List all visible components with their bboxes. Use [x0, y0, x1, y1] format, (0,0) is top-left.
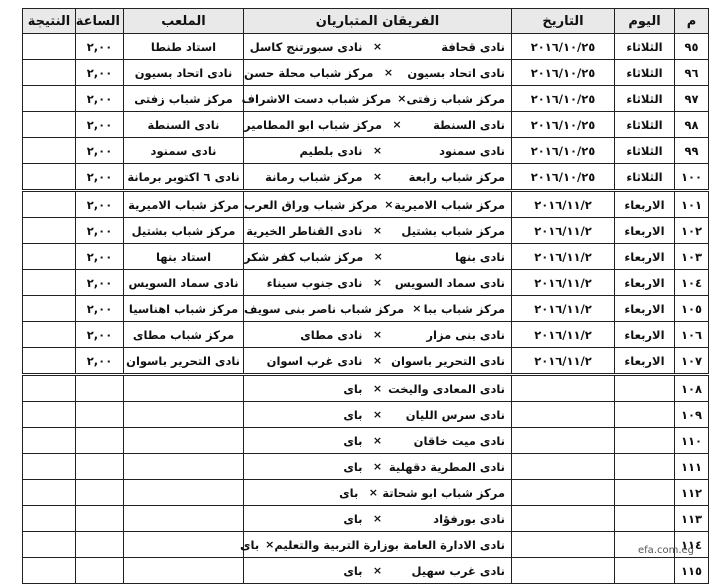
match-number: ١١٢: [675, 480, 709, 506]
away-team: مركز شباب ناصر بنى سويف: [244, 301, 405, 316]
match-day: الثلاثاء: [615, 112, 675, 138]
match-time: [76, 454, 124, 480]
versus-sign: ×: [372, 382, 383, 395]
home-team: نادى اتحاد بسيون: [407, 65, 505, 80]
table-row: [23, 532, 709, 558]
away-team: نادى بلطيم: [299, 143, 363, 158]
away-team: نادى مطاى: [300, 327, 363, 342]
home-team: نادى بنى مزار: [426, 327, 505, 342]
match-result: [23, 428, 76, 454]
match-day: الثلاثاء: [615, 86, 675, 112]
away-team: مركز شباب رمانة: [265, 169, 363, 184]
match-teams: [244, 270, 512, 296]
match-venue: نادى سماد السويس: [124, 270, 244, 296]
match-day: [615, 558, 675, 584]
match-time: [76, 558, 124, 584]
match-venue: [124, 532, 244, 558]
header-row: [23, 9, 709, 34]
home-team: نادى بورفؤاد: [433, 511, 505, 526]
header-date: التاريخ: [512, 9, 615, 34]
table-row: [23, 138, 709, 164]
match-date: ٢٠١٦/١٠/٢٥: [512, 138, 615, 164]
match-time: ٢,٠٠: [76, 138, 124, 164]
table-row: [23, 506, 709, 532]
versus-sign: ×: [372, 224, 383, 237]
match-number: ٩٥: [675, 34, 709, 60]
match-number: ١٠٨: [675, 375, 709, 402]
match-day: الثلاثاء: [615, 164, 675, 191]
home-team: نادى سمنود: [439, 143, 505, 158]
match-date: ٢٠١٦/١٠/٢٥: [512, 60, 615, 86]
match-venue: مركز شباب زفتى: [124, 86, 244, 112]
match-number: ٩٨: [675, 112, 709, 138]
match-time: [76, 532, 124, 558]
versus-sign: ×: [372, 144, 383, 157]
versus-sign: ×: [372, 408, 383, 421]
match-result: [23, 60, 76, 86]
home-team: نادى ميت خاقان: [413, 433, 505, 448]
match-number: ١٠١: [675, 191, 709, 218]
match-teams: [244, 60, 512, 86]
match-teams: [244, 454, 512, 480]
match-day: [615, 428, 675, 454]
versus-sign: ×: [372, 460, 383, 473]
match-result: [23, 191, 76, 218]
match-number: ١١٤: [675, 532, 709, 558]
match-teams: [244, 348, 512, 375]
table-row: [23, 244, 709, 270]
match-time: ٢,٠٠: [76, 270, 124, 296]
away-team: نادى القناطر الخيرية: [246, 223, 363, 238]
match-time: [76, 428, 124, 454]
match-time: ٢,٠٠: [76, 348, 124, 375]
match-time: ٢,٠٠: [76, 296, 124, 322]
match-time: ٢,٠٠: [76, 244, 124, 270]
home-team: نادى سماد السويس: [394, 275, 505, 290]
home-team: مركز شباب الاميرية: [394, 197, 505, 212]
match-date: ٢٠١٦/١١/٢: [512, 191, 615, 218]
match-venue: مركز شباب مطاى: [124, 322, 244, 348]
match-time: ٢,٠٠: [76, 34, 124, 60]
home-team: نادى المعادى واليخت: [388, 381, 505, 396]
match-time: ٢,٠٠: [76, 322, 124, 348]
match-day: الاربعاء: [615, 270, 675, 296]
match-result: [23, 86, 76, 112]
match-date: ٢٠١٦/١٠/٢٥: [512, 34, 615, 60]
match-number: ٩٩: [675, 138, 709, 164]
versus-sign: ×: [265, 538, 275, 551]
match-teams: [244, 191, 512, 218]
match-teams: [244, 138, 512, 164]
match-date: [512, 428, 615, 454]
match-teams: [244, 428, 512, 454]
match-result: [23, 270, 76, 296]
match-venue: مركز شباب الاميرية: [124, 191, 244, 218]
match-day: الاربعاء: [615, 191, 675, 218]
match-day: الاربعاء: [615, 296, 675, 322]
match-time: ٢,٠٠: [76, 191, 124, 218]
match-venue: نادى ٦ اكتوبر برمانة: [124, 164, 244, 191]
away-team: باى: [343, 407, 363, 422]
match-result: [23, 34, 76, 60]
match-result: [23, 348, 76, 375]
match-teams: [239, 532, 512, 558]
match-day: الثلاثاء: [615, 138, 675, 164]
home-team: نادى الادارة العامة بوزارة التربية والتعليم: [274, 537, 505, 552]
match-date: ٢٠١٦/١٠/٢٥: [512, 164, 615, 191]
match-result: [23, 506, 76, 532]
versus-sign: ×: [372, 354, 383, 367]
match-result: [23, 218, 76, 244]
match-venue: [124, 454, 244, 480]
match-date: ٢٠١٦/١١/٢: [512, 270, 615, 296]
home-team: مركز شباب ببا: [423, 301, 505, 316]
versus-sign: ×: [392, 118, 402, 131]
home-team: نادى غرب سهيل: [411, 563, 505, 578]
match-result: [23, 164, 76, 191]
match-number: ١٠٥: [675, 296, 709, 322]
header-time: الساعة: [76, 9, 124, 34]
table-row: [23, 558, 709, 584]
match-date: [512, 506, 615, 532]
header-day: اليوم: [615, 9, 675, 34]
home-team: نادى التحرير باسوان: [391, 353, 505, 368]
match-teams: [241, 86, 512, 112]
versus-sign: ×: [372, 512, 383, 525]
match-teams: [244, 558, 512, 584]
match-date: [512, 375, 615, 402]
table-row: [23, 34, 709, 60]
away-team: مركز شباب دست الاشراف: [241, 91, 392, 106]
header-result: النتيجة: [23, 9, 76, 34]
match-time: [76, 402, 124, 428]
table-row: [23, 402, 709, 428]
away-team: مركز شباب محلة حسن: [244, 65, 374, 80]
match-day: الاربعاء: [615, 244, 675, 270]
versus-sign: ×: [373, 250, 383, 263]
match-result: [23, 296, 76, 322]
match-number: ١٠٤: [675, 270, 709, 296]
table-row: [23, 60, 709, 86]
table-row: [23, 375, 709, 402]
match-teams: [244, 112, 512, 138]
away-team: مركز شباب وراق العرب: [244, 197, 378, 212]
table-row: [23, 112, 709, 138]
match-venue: [124, 480, 244, 506]
match-time: [76, 480, 124, 506]
match-result: [23, 375, 76, 402]
home-team: مركز شباب زفتى: [406, 91, 505, 106]
match-number: ١١٥: [675, 558, 709, 584]
away-team: نادى جنوب سيناء: [266, 275, 363, 290]
match-date: ٢٠١٦/١٠/٢٥: [512, 86, 615, 112]
match-venue: نادى اتحاد بسيون: [124, 60, 244, 86]
match-venue: استاد طنطا: [124, 34, 244, 60]
home-team: نادى قحافة: [441, 39, 505, 54]
match-result: [23, 532, 76, 558]
home-team: نادى السنطة: [433, 117, 505, 132]
match-result: [23, 558, 76, 584]
table-row: [23, 191, 709, 218]
match-number: ٩٧: [675, 86, 709, 112]
match-day: الاربعاء: [615, 218, 675, 244]
match-day: الاربعاء: [615, 322, 675, 348]
home-team: مركز شباب ابو شحاتة: [382, 485, 505, 500]
match-time: ٢,٠٠: [76, 60, 124, 86]
match-venue: [124, 558, 244, 584]
table-row: [23, 454, 709, 480]
home-team: نادى المطرية دقهلية: [388, 459, 505, 474]
match-result: [23, 322, 76, 348]
home-team: مركز شباب بشتيل: [401, 223, 505, 238]
match-teams: [244, 375, 512, 402]
schedule-table: [22, 8, 709, 584]
match-teams: [244, 34, 512, 60]
match-result: [23, 454, 76, 480]
match-number: ١٠٣: [675, 244, 709, 270]
match-day: الثلاثاء: [615, 60, 675, 86]
match-date: ٢٠١٦/١١/٢: [512, 322, 615, 348]
match-number: ١٠٢: [675, 218, 709, 244]
match-venue: نادى سمنود: [124, 138, 244, 164]
header-teams: الفريقان المتباريان: [244, 9, 512, 34]
match-number: ١٠٠: [675, 164, 709, 191]
table-row: [23, 296, 709, 322]
away-team: باى: [343, 563, 363, 578]
match-day: الاربعاء: [615, 348, 675, 375]
home-team: نادى بنها: [454, 249, 505, 264]
match-teams: [244, 322, 512, 348]
match-venue: [124, 402, 244, 428]
match-date: ٢٠١٦/١١/٢: [512, 244, 615, 270]
away-team: باى: [343, 511, 363, 526]
match-venue: مركز شباب بشتيل: [124, 218, 244, 244]
match-date: ٢٠١٦/١١/٢: [512, 218, 615, 244]
versus-sign: ×: [372, 564, 383, 577]
versus-sign: ×: [372, 170, 383, 183]
match-number: ١١٠: [675, 428, 709, 454]
table-row: [23, 164, 709, 191]
match-venue: نادى التحرير باسوان: [124, 348, 244, 375]
header-num: م: [675, 9, 709, 34]
match-day: [615, 480, 675, 506]
header-venue: الملعب: [124, 9, 244, 34]
match-day: [615, 375, 675, 402]
match-number: ٩٦: [675, 60, 709, 86]
match-result: [23, 112, 76, 138]
match-number: ١١١: [675, 454, 709, 480]
match-time: [76, 506, 124, 532]
match-date: [512, 532, 615, 558]
match-result: [23, 138, 76, 164]
away-team: مركز شباب كفر شكر: [244, 249, 364, 264]
match-teams: [244, 296, 512, 322]
versus-sign: ×: [383, 66, 394, 79]
table-row: [23, 86, 709, 112]
versus-sign: ×: [372, 328, 383, 341]
match-number: ١٠٦: [675, 322, 709, 348]
away-team: باى: [343, 459, 363, 474]
versus-sign: ×: [372, 276, 383, 289]
table-row: [23, 348, 709, 375]
match-date: [512, 402, 615, 428]
match-date: ٢٠١٦/١٠/٢٥: [512, 112, 615, 138]
match-time: ٢,٠٠: [76, 112, 124, 138]
match-number: ١٠٧: [675, 348, 709, 375]
away-team: باى: [339, 485, 359, 500]
match-teams: [244, 164, 512, 191]
match-time: ٢,٠٠: [76, 164, 124, 191]
home-team: نادى سرس الليان: [405, 407, 505, 422]
away-team: نادى سبورتنج كاسل: [249, 39, 363, 54]
match-date: [512, 454, 615, 480]
home-team: مركز شباب رابعة: [408, 169, 505, 184]
match-time: ٢,٠٠: [76, 86, 124, 112]
match-result: [23, 480, 76, 506]
versus-sign: ×: [397, 92, 407, 105]
table-row: [23, 218, 709, 244]
away-team: باى: [343, 433, 363, 448]
table-row: [23, 480, 709, 506]
versus-sign: ×: [368, 486, 378, 499]
match-time: ٢,٠٠: [76, 218, 124, 244]
table-row: [23, 270, 709, 296]
match-day: الثلاثاء: [615, 34, 675, 60]
match-venue: استاد بنها: [124, 244, 244, 270]
versus-sign: ×: [372, 434, 383, 447]
match-result: [23, 244, 76, 270]
match-day: [615, 454, 675, 480]
match-venue: مركز شباب اهناسيا: [124, 296, 244, 322]
match-date: ٢٠١٦/١١/٢: [512, 348, 615, 375]
table-row: [23, 322, 709, 348]
away-team: باى: [239, 537, 260, 552]
versus-sign: ×: [372, 40, 383, 53]
match-venue: [124, 428, 244, 454]
versus-sign: ×: [412, 302, 422, 315]
site-watermark: efa.com.eg: [637, 545, 694, 556]
versus-sign: ×: [384, 198, 394, 211]
match-number: ١١٣: [675, 506, 709, 532]
match-date: [512, 480, 615, 506]
match-teams: [244, 480, 512, 506]
match-day: [615, 402, 675, 428]
away-team: باى: [343, 381, 363, 396]
match-date: ٢٠١٦/١١/٢: [512, 296, 615, 322]
match-teams: [244, 402, 512, 428]
match-time: [76, 375, 124, 402]
away-team: مركز شباب ابو المطامير: [244, 117, 382, 132]
match-number: ١٠٩: [675, 402, 709, 428]
table-row: [23, 428, 709, 454]
match-venue: [124, 506, 244, 532]
match-venue: [124, 375, 244, 402]
match-venue: نادى السنطة: [124, 112, 244, 138]
match-teams: [244, 244, 512, 270]
match-date: [512, 558, 615, 584]
away-team: نادى غرب اسوان: [266, 353, 363, 368]
match-result: [23, 402, 76, 428]
match-day: [615, 506, 675, 532]
match-teams: [244, 218, 512, 244]
match-teams: [244, 506, 512, 532]
